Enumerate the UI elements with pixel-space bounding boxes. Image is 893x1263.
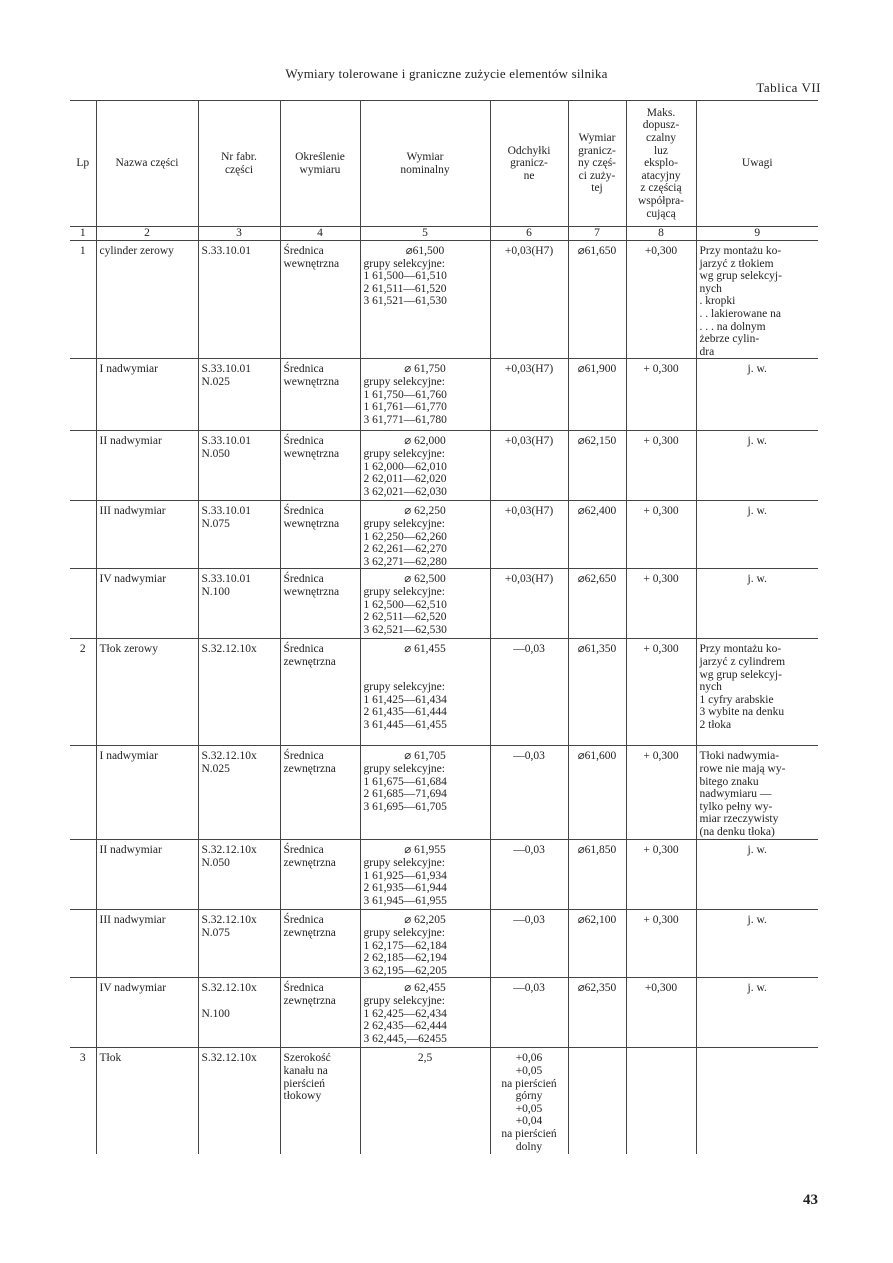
- header-remarks: Uwagi: [696, 101, 818, 227]
- cell-part-name: I nadwymiar: [96, 746, 198, 840]
- cell-part-name: IV nadwymiar: [96, 978, 198, 1048]
- selection-group-line: 1 61,750—61,760: [363, 388, 447, 401]
- header-name: Nazwa części: [96, 101, 198, 227]
- cell-remarks: j. w.: [696, 840, 818, 910]
- selection-group-line: 3 62,271—62,280: [363, 555, 447, 568]
- nominal-diameter: ⌀ 62,250: [404, 505, 446, 518]
- cell-max-clearance: + 0,300: [626, 746, 696, 840]
- cell-deviation: +0,06 +0,05 na pierścień górny +0,05 +0,04 na pierścień dolny: [490, 1048, 568, 1154]
- col-number: 8: [626, 227, 696, 241]
- table-label: Tablica VII: [756, 80, 821, 95]
- table-row: [70, 746, 818, 840]
- cell-nominal: [360, 569, 490, 639]
- selection-group-line: grupy selekcyjne:: [363, 375, 445, 388]
- cell-lp: 2: [70, 639, 96, 746]
- nominal-diameter: ⌀ 61,750: [404, 363, 446, 376]
- selection-group-line: 2 61,935—61,944: [363, 882, 447, 895]
- cell-part-name: IV nadwymiar: [96, 569, 198, 639]
- selection-group-line: grupy selekcyjne:: [363, 447, 445, 460]
- header-deviation: Odchyłki granicz- ne: [490, 101, 568, 227]
- table-row: [70, 978, 818, 1048]
- cell-limit-wear: ⌀61,850: [568, 840, 626, 910]
- header-dimension-type: Określenie wymiaru: [280, 101, 360, 227]
- cell-part-name: III nadwymiar: [96, 910, 198, 978]
- selection-group-line: 1 61,675—61,684: [363, 775, 447, 788]
- cell-limit-wear: ⌀62,400: [568, 501, 626, 569]
- cell-part-number: S.32.12.10x N.075: [198, 910, 280, 978]
- col-number: 2: [96, 227, 198, 241]
- cell-nominal: [360, 359, 490, 431]
- cell-part-number: S.32.12.10x N.050: [198, 840, 280, 910]
- cell-deviation: —0,03: [490, 840, 568, 910]
- cell-deviation: +0,03(H7): [490, 431, 568, 501]
- cell-remarks: Przy montażu ko- jarzyć z cylindrem wg grup selekcyj- nych 1 cyfry arabskie 3 wybite na denku 2 tłoka: [696, 639, 818, 746]
- cell-max-clearance: + 0,300: [626, 910, 696, 978]
- cell-lp: 1: [79, 245, 86, 257]
- cell-dimension-type: Średnica wewnętrzna: [280, 431, 360, 501]
- selection-group-line: grupy selekcyjne:: [363, 257, 445, 270]
- cell-part-name: II nadwymiar: [96, 431, 198, 501]
- selection-group-line: 3 61,771—61,780: [363, 413, 447, 426]
- cell-part-number: S.32.12.10x N.100: [198, 978, 280, 1048]
- cell-nominal: [360, 1048, 490, 1154]
- cell-lp: 3: [70, 1048, 96, 1154]
- cell-lp: [70, 746, 96, 840]
- cell-part-name: Tłok zerowy: [96, 639, 198, 746]
- cell-max-clearance: + 0,300: [626, 501, 696, 569]
- table-row: [70, 569, 818, 639]
- selection-group-line: [364, 669, 487, 682]
- cell-deviation: +0,03(H7): [490, 501, 568, 569]
- selection-group-line: 3 61,945—61,955: [363, 894, 447, 907]
- cell-max-clearance: + 0,300: [626, 569, 696, 639]
- cell-max-clearance: + 0,300: [626, 840, 696, 910]
- selection-group-line: 3 61,445—61,455: [363, 718, 447, 731]
- header-row: [70, 101, 818, 227]
- cell-deviation: —0,03: [490, 639, 568, 746]
- selection-group-line: 3 62,021—62,030: [363, 485, 447, 498]
- cell-lp: [70, 840, 96, 910]
- cell-part-name: cylinder zerowy: [96, 241, 198, 359]
- table-row: [70, 501, 818, 569]
- cell-max-clearance: + 0,300: [626, 359, 696, 431]
- cell-limit-wear: ⌀62,350: [568, 978, 626, 1048]
- selection-group-line: 1 62,250—62,260: [363, 530, 447, 543]
- cell-limit-wear: ⌀62,100: [568, 910, 626, 978]
- header-nominal: Wymiar nominalny: [360, 101, 490, 227]
- cell-lp: [70, 501, 96, 569]
- cell-part-number: S.33.10.01 N.075: [198, 501, 280, 569]
- page-number: 43: [803, 1192, 818, 1208]
- cell-part-number: S.33.10.01: [198, 241, 280, 359]
- table-row: [70, 1048, 818, 1154]
- cell-remarks: j. w.: [696, 431, 818, 501]
- nominal-diameter: ⌀ 61,455: [404, 643, 446, 656]
- selection-group-line: 1 62,425—62,434: [363, 1007, 447, 1020]
- nominal-diameter: ⌀61,500: [405, 245, 445, 257]
- table-row: [70, 241, 818, 359]
- selection-group-line: 2 61,685—71,694: [363, 788, 447, 801]
- cell-lp: [70, 431, 96, 501]
- cell-remarks: j. w.: [696, 359, 818, 431]
- nominal-diameter: ⌀ 62,500: [404, 573, 446, 586]
- cell-lp: [70, 978, 96, 1048]
- col-number: 6: [490, 227, 568, 241]
- cell-remarks: Tłoki nadwymia- rowe nie mają wy- bitego znaku nadwymiaru — tylko pełny wy- miar rzeczywisty (na denku tłoka): [696, 746, 818, 840]
- cell-remarks: Przy montażu ko- jarzyć z tłokiem wg grup selekcyj- nych . kropki . . lakierowane na . . . na dolnym żebrze cylin- dra: [696, 241, 818, 359]
- selection-group-line: 2 62,435—62,444: [363, 1020, 447, 1033]
- selection-group-line: 1 62,500—62,510: [363, 598, 447, 611]
- col-number: 3: [198, 227, 280, 241]
- cell-limit-wear: ⌀62,650: [568, 569, 626, 639]
- nominal-diameter: ⌀ 62,455: [404, 982, 446, 995]
- cell-dimension-type: Średnica zewnętrzna: [280, 840, 360, 910]
- cell-dimension-type: Średnica wewnętrzna: [280, 241, 360, 359]
- table-row: [70, 431, 818, 501]
- cell-part-name: II nadwymiar: [96, 840, 198, 910]
- cell-dimension-type: Średnica zewnętrzna: [280, 639, 360, 746]
- cell-nominal: [360, 241, 490, 359]
- selection-group-line: 2 62,511—62,520: [363, 611, 447, 624]
- table-body: [70, 241, 818, 1154]
- selection-group-line: 1 61,425—61,434: [363, 693, 447, 706]
- cell-dimension-type: Średnica wewnętrzna: [280, 569, 360, 639]
- selection-group-line: 3 62,521—62,530: [363, 623, 447, 636]
- col-number: 7: [568, 227, 626, 241]
- cell-lp: [70, 910, 96, 978]
- cell-limit-wear: ⌀61,600: [568, 746, 626, 840]
- cell-remarks: [696, 1048, 818, 1154]
- cell-dimension-type: Szerokość kanału na pierścień tłokowy: [280, 1048, 360, 1154]
- cell-part-number: S.33.10.01 N.025: [198, 359, 280, 431]
- cell-nominal: [360, 746, 490, 840]
- selection-group-line: 2 62,185—62,194: [363, 952, 447, 965]
- selection-group-line: 2 62,011—62,020: [363, 473, 447, 486]
- col-number: 1: [70, 227, 96, 241]
- cell-part-number: S.33.10.01 N.050: [198, 431, 280, 501]
- cell-deviation: —0,03: [490, 746, 568, 840]
- col-number: 9: [696, 227, 818, 241]
- table-row: [70, 910, 818, 978]
- cell-nominal: [360, 639, 490, 746]
- nominal-diameter: ⌀ 62,000: [404, 435, 446, 448]
- selection-group-line: grupy selekcyjne:: [363, 585, 445, 598]
- selection-group-line: 3 61,695—61,705: [363, 800, 447, 813]
- selection-group-line: grupy selekcyjne:: [363, 681, 445, 694]
- nominal-diameter: 2,5: [417, 1052, 433, 1065]
- header-max-clearance: Maks. dopusz- czalny luz eksplo- atacyjny z częścią współpra- cującą: [626, 101, 696, 227]
- cell-dimension-type: Średnica zewnętrzna: [280, 978, 360, 1048]
- nominal-diameter: ⌀ 62,205: [404, 914, 446, 927]
- selection-group-line: grupy selekcyjne:: [363, 994, 445, 1007]
- selection-group-line: 2 61,435—61,444: [363, 706, 447, 719]
- cell-limit-wear: ⌀61,650: [568, 241, 626, 359]
- tolerance-table: [70, 100, 818, 1154]
- cell-part-name: I nadwymiar: [96, 359, 198, 431]
- selection-group-line: 1 62,175—62,184: [363, 939, 447, 952]
- cell-dimension-type: Średnica zewnętrzna: [280, 746, 360, 840]
- cell-deviation: +0,03(H7): [490, 241, 568, 359]
- col-number: 4: [280, 227, 360, 241]
- table-row: [70, 840, 818, 910]
- header-limit-wear: Wymiar granicz- ny częś- ci zuży- tej: [568, 101, 626, 227]
- table-row: [70, 639, 818, 746]
- cell-dimension-type: Średnica wewnętrzna: [280, 501, 360, 569]
- cell-nominal: [360, 431, 490, 501]
- cell-deviation: —0,03: [490, 910, 568, 978]
- cell-deviation: +0,03(H7): [490, 569, 568, 639]
- selection-group-line: 3 62,445,—62455: [363, 1032, 447, 1045]
- nominal-diameter: ⌀ 61,705: [404, 750, 446, 763]
- cell-part-number: S.32.12.10x N.025: [198, 746, 280, 840]
- cell-max-clearance: [626, 1048, 696, 1154]
- cell-part-name: III nadwymiar: [96, 501, 198, 569]
- cell-part-number: S.33.10.01 N.100: [198, 569, 280, 639]
- selection-group-line: 1 62,000—62,010: [363, 460, 447, 473]
- col-number: 5: [360, 227, 490, 241]
- selection-group-line: grupy selekcyjne:: [363, 517, 445, 530]
- cell-nominal: [360, 978, 490, 1048]
- selection-group-line: 1 61,761—61,770: [363, 401, 447, 414]
- selection-group-line: grupy selekcyjne:: [363, 762, 445, 775]
- cell-nominal: [360, 840, 490, 910]
- selection-group-line: 1 61,500—61,510: [363, 270, 447, 283]
- cell-deviation: +0,03(H7): [490, 359, 568, 431]
- cell-max-clearance: + 0,300: [626, 431, 696, 501]
- cell-max-clearance: +0,300: [626, 978, 696, 1048]
- selection-group-line: 2 61,511—61,520: [363, 282, 447, 295]
- cell-limit-wear: ⌀62,150: [568, 431, 626, 501]
- cell-limit-wear: [568, 1048, 626, 1154]
- selection-group-line: grupy selekcyjne:: [363, 926, 445, 939]
- cell-deviation: —0,03: [490, 978, 568, 1048]
- cell-limit-wear: ⌀61,900: [568, 359, 626, 431]
- cell-dimension-type: Średnica zewnętrzna: [280, 910, 360, 978]
- cell-part-name: Tłok: [96, 1048, 198, 1154]
- cell-remarks: j. w.: [696, 910, 818, 978]
- cell-limit-wear: ⌀61,350: [568, 639, 626, 746]
- cell-dimension-type: Średnica wewnętrzna: [280, 359, 360, 431]
- selection-group-line: 1 61,925—61,934: [363, 869, 447, 882]
- cell-max-clearance: +0,300: [626, 241, 696, 359]
- cell-lp: [70, 569, 96, 639]
- header-part-number: Nr fabr. części: [198, 101, 280, 227]
- cell-remarks: j. w.: [696, 978, 818, 1048]
- cell-remarks: j. w.: [696, 569, 818, 639]
- cell-nominal: [360, 910, 490, 978]
- cell-lp: [70, 359, 96, 431]
- selection-group-line: 2 62,261—62,270: [363, 543, 447, 556]
- selection-group-line: [364, 656, 487, 669]
- cell-max-clearance: + 0,300: [626, 639, 696, 746]
- column-number-row: [70, 227, 818, 241]
- cell-part-number: S.32.12.10x: [198, 639, 280, 746]
- selection-group-line: 3 61,521—61,530: [363, 295, 447, 308]
- cell-remarks: j. w.: [696, 501, 818, 569]
- cell-part-number: S.32.12.10x: [198, 1048, 280, 1154]
- header-lp: Lp: [70, 101, 96, 227]
- page-title: Wymiary tolerowane i graniczne zużycie elementów silnika: [285, 66, 608, 81]
- selection-group-line: 3 62,195—62,205: [363, 964, 447, 977]
- cell-nominal: [360, 501, 490, 569]
- nominal-diameter: ⌀ 61,955: [404, 844, 446, 857]
- table-row: [70, 359, 818, 431]
- selection-group-line: grupy selekcyjne:: [363, 856, 445, 869]
